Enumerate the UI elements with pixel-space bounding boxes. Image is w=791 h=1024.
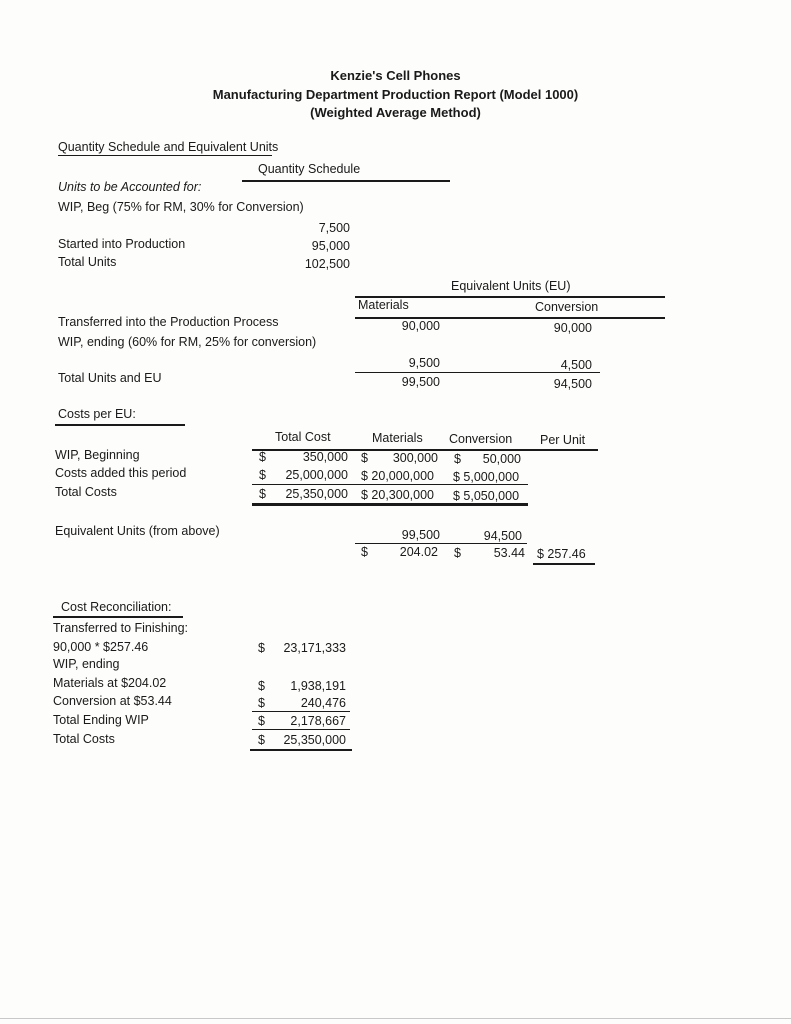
materials-at-value: 1,938,191 [290,679,346,693]
wip-end-conversion: 4,500 [560,358,592,372]
started-label: Started into Production [58,237,186,251]
wip-beginning-label: WIP, Beginning [55,448,140,462]
quantity-section-title: Quantity Schedule and Equivalent Units [58,140,279,154]
eu-conversion-value: 94,500 [483,529,522,543]
currency-sign: $ [258,679,265,693]
reconciliation-total-label: Total Costs [53,732,115,746]
transferred-finishing-label: Transferred to Finishing: [53,621,189,635]
transferred-calc: 90,000 * $257.46 [53,640,149,654]
currency-sign: $ [361,451,368,465]
currency-sign: $ [454,452,461,466]
company-title: Kenzie's Cell Phones [330,68,461,83]
eu-materials-value: 99,500 [401,528,440,542]
underline [252,711,350,712]
reconciliation-title: Cost Reconciliation: [61,600,172,614]
wip-beg-total: 350,000 [302,450,348,464]
eu-materials-header: Materials [358,298,409,312]
units-to-account-label: Units to be Accounted for: [58,180,202,194]
wip-end-label: WIP, ending (60% for RM, 25% for conversion) [58,335,317,349]
currency-sign: $ [258,696,265,710]
underline [252,484,528,485]
currency-sign: $ [258,733,265,747]
transferred-label: Transferred into the Production Process [58,315,279,329]
currency-sign: $ [258,714,265,728]
method-title: (Weighted Average Method) [310,105,481,120]
underline [355,543,527,544]
transferred-materials: 90,000 [401,319,440,333]
costs-added-label: Costs added this period [55,466,187,480]
col-conversion: Conversion [449,432,513,446]
underline [242,180,450,182]
col-per-unit: Per Unit [540,433,586,447]
wip-beg-label: WIP, Beg (75% for RM, 30% for Conversion) [58,200,304,214]
currency-sign: $ [259,450,266,464]
per-unit-total: $ 257.46 [537,547,586,561]
quantity-schedule-header: Quantity Schedule [258,162,361,176]
total-eu-materials: 99,500 [401,375,440,389]
eu-from-above-label: Equivalent Units (from above) [55,524,220,538]
report-title: Manufacturing Department Production Report (Model 1000) [212,87,579,102]
total-units-label: Total Units [58,255,117,269]
wip-beg-conversion: 50,000 [482,452,521,466]
underline [53,616,183,618]
started-units: 95,000 [311,239,350,253]
total-eu-conversion: 94,500 [553,377,592,391]
currency-sign: $ [259,468,266,482]
total-costs-label: Total Costs [55,485,117,499]
total-ending-wip-label: Total Ending WIP [53,713,149,727]
costs-section-title: Costs per EU: [58,407,136,421]
double-underline [252,503,528,506]
currency-sign: $ [454,546,461,560]
underline [250,749,352,751]
underline [252,729,350,730]
materials-at-label: Materials at $204.02 [53,676,167,690]
total-eu-label: Total Units and EU [58,371,162,385]
total-units: 102,500 [304,257,350,271]
underline [355,372,600,373]
reconciliation-total-value: 25,350,000 [283,733,346,747]
wip-end-materials: 9,500 [408,356,440,370]
eu-header: Equivalent Units (EU) [451,279,571,293]
wip-beg-units: 7,500 [318,221,350,235]
col-total-cost: Total Cost [275,430,331,444]
col-materials: Materials [372,431,423,445]
added-total: 25,000,000 [285,468,348,482]
underline [55,424,185,426]
total-cost-value: 25,350,000 [285,487,348,501]
underline [58,155,272,156]
added-materials: $ 20,000,000 [361,469,434,483]
conversion-at-label: Conversion at $53.44 [53,694,172,708]
currency-sign: $ [258,641,265,655]
added-conversion: $ 5,000,000 [453,470,520,484]
total-ending-wip-value: 2,178,667 [290,714,346,728]
per-unit-conversion: 53.44 [493,546,525,560]
page-edge [0,1018,791,1019]
currency-sign: $ [259,487,266,501]
conversion-at-value: 240,476 [300,696,346,710]
transferred-conversion: 90,000 [553,321,592,335]
eu-conversion-header: Conversion [535,300,599,314]
wip-beg-materials: 300,000 [392,451,438,465]
transferred-finishing-value: 23,171,333 [283,641,346,655]
currency-sign: $ [361,545,368,559]
per-unit-materials: 204.02 [399,545,438,559]
underline [533,563,595,565]
total-materials-cost: $ 20,300,000 [361,488,434,502]
wip-ending-label: WIP, ending [53,657,120,671]
total-conversion-cost: $ 5,050,000 [453,489,520,503]
